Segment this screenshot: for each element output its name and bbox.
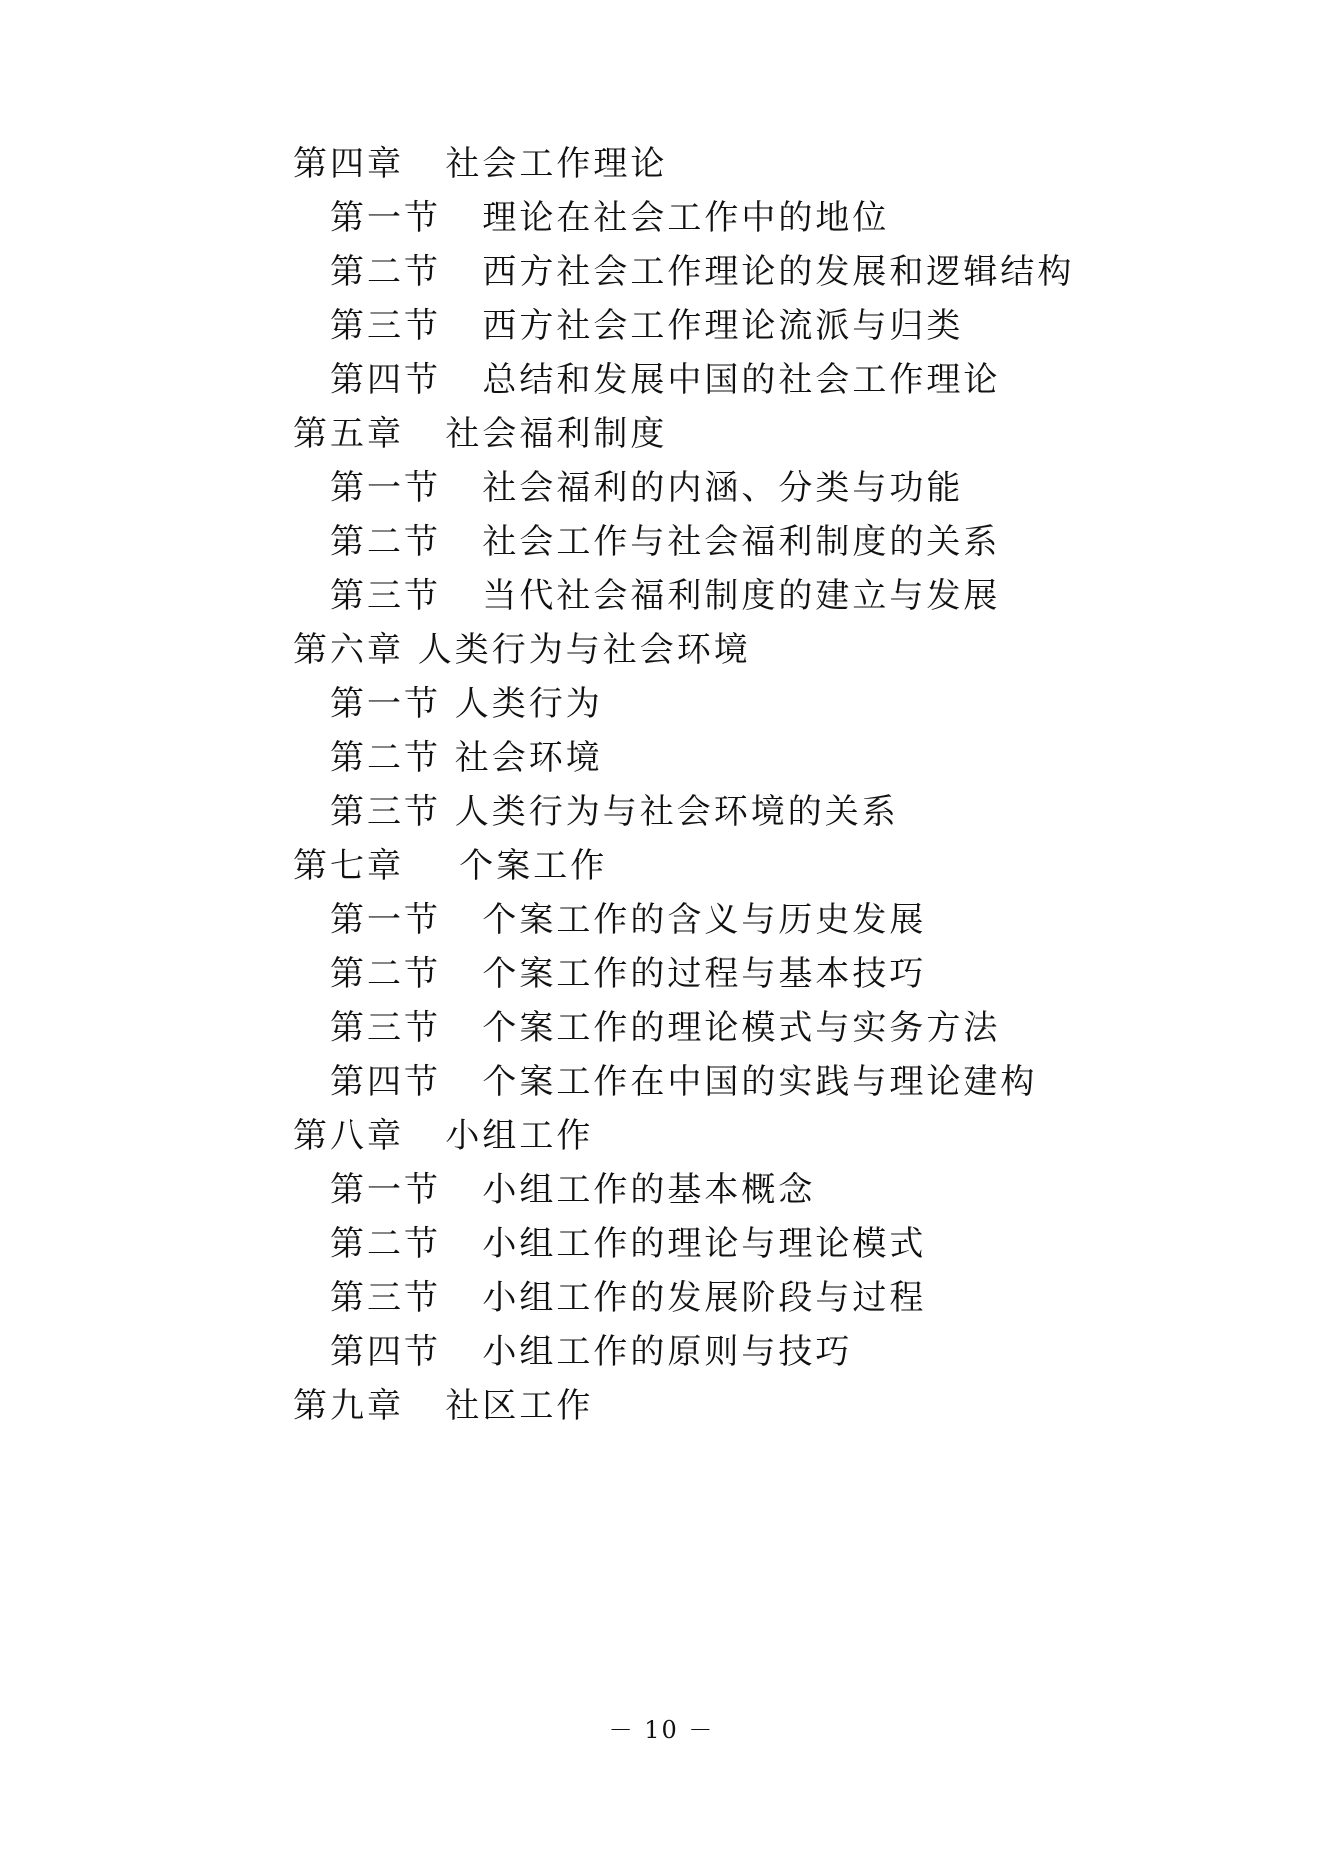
toc-section: 第一节 人类行为 xyxy=(330,684,603,724)
page-number: － 10 － xyxy=(608,1716,715,1744)
toc-section: 第二节 小组工作的理论与理论模式 xyxy=(330,1224,927,1264)
toc-section: 第四节 个案工作在中国的实践与理论建构 xyxy=(330,1062,1038,1102)
toc-section: 第一节 个案工作的含义与历史发展 xyxy=(330,900,927,940)
toc-section: 第三节 人类行为与社会环境的关系 xyxy=(330,792,899,832)
toc-chapter-9: 第九章 社区工作 xyxy=(293,1386,594,1426)
toc-section: 第一节 小组工作的基本概念 xyxy=(330,1170,816,1210)
toc-section: 第三节 个案工作的理论模式与实务方法 xyxy=(330,1008,1001,1048)
toc-section: 第二节 西方社会工作理论的发展和逻辑结构 xyxy=(330,252,1075,292)
toc-chapter-8: 第八章 小组工作 xyxy=(293,1116,594,1156)
toc-section: 第三节 小组工作的发展阶段与过程 xyxy=(330,1278,927,1318)
toc-section: 第四节 小组工作的原则与技巧 xyxy=(330,1332,853,1372)
toc-chapter-6: 第六章 人类行为与社会环境 xyxy=(293,630,751,670)
toc-section: 第一节 社会福利的内涵、分类与功能 xyxy=(330,468,964,508)
toc-chapter-4: 第四章 社会工作理论 xyxy=(293,144,668,184)
toc-section: 第四节 总结和发展中国的社会工作理论 xyxy=(330,360,1001,400)
toc-section: 第二节 社会工作与社会福利制度的关系 xyxy=(330,522,1001,562)
toc-chapter-7: 第七章 个案工作 xyxy=(293,846,608,886)
toc-section: 第三节 西方社会工作理论流派与归类 xyxy=(330,306,964,346)
toc-chapter-5: 第五章 社会福利制度 xyxy=(293,414,668,454)
toc-section: 第一节 理论在社会工作中的地位 xyxy=(330,198,890,238)
toc-section: 第二节 社会环境 xyxy=(330,738,603,778)
toc-section: 第二节 个案工作的过程与基本技巧 xyxy=(330,954,927,994)
toc-section: 第三节 当代社会福利制度的建立与发展 xyxy=(330,576,1001,616)
